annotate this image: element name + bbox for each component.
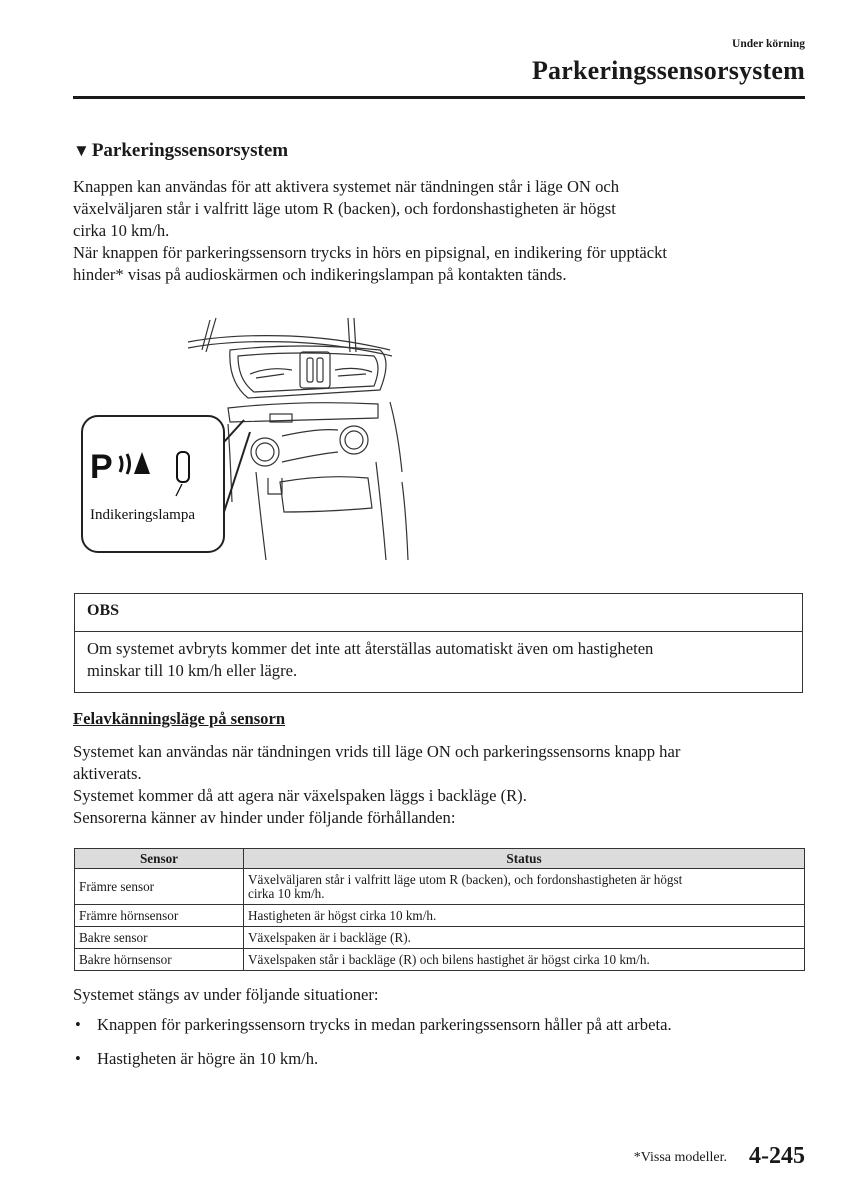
text-line: hinder* visas på audioskärmen och indikeringslampan på kontakten tänds. xyxy=(73,265,567,284)
status-line: Växelväljaren står i valfritt läge utom R (backen), och fordonshastigheten är högst xyxy=(248,871,683,887)
table-row xyxy=(75,869,805,905)
table-row xyxy=(75,927,805,949)
text-line: Systemet kan användas när tändningen vrids till läge ON och parkeringssensorns knapp har xyxy=(73,742,681,761)
parking-p-symbol: P xyxy=(90,448,113,486)
sensor-status-table xyxy=(74,848,805,971)
column-header-status: Status xyxy=(244,849,805,869)
text-line: Om systemet avbryts kommer det inte att återställas automatiskt även om hastigheten xyxy=(87,639,654,658)
text-line: Knappen kan användas för att aktivera systemet när tändningen står i läge ON och xyxy=(73,177,620,196)
indicator-lamp-icon xyxy=(177,452,189,482)
text-line: När knappen för parkeringssensorn trycks in hörs en pipsignal, en indikering för upptäckt xyxy=(73,243,667,262)
callout-label: Indikeringslampa xyxy=(90,507,195,523)
dashboard-illustration xyxy=(80,312,410,567)
note-body xyxy=(75,632,802,688)
sensor-cell: Bakre sensor xyxy=(75,927,244,949)
status-cell: Växelspaken står i backläge (R) och bilens hastighet är högst cirka 10 km/h. xyxy=(244,949,805,971)
section-heading-text: Parkeringssensorsystem xyxy=(91,140,289,161)
table-row xyxy=(75,949,805,971)
title-rule xyxy=(73,96,805,99)
callout-leader-top xyxy=(224,420,244,442)
fault-mode-heading: Felavkänningsläge på sensorn xyxy=(73,709,286,728)
list-item xyxy=(73,1048,808,1070)
note-heading: OBS xyxy=(75,594,802,632)
triangle-marker: ▼ xyxy=(73,141,90,160)
note-box xyxy=(74,593,803,693)
dashboard-drawing xyxy=(80,312,410,562)
sensor-cell: Främre sensor xyxy=(75,869,244,905)
stop-conditions-list xyxy=(73,1014,808,1082)
status-cell: Hastigheten är högst cirka 10 km/h. xyxy=(244,905,805,927)
table-row xyxy=(75,905,805,927)
status-cell: Växelspaken är i backläge (R). xyxy=(244,927,805,949)
bullet-icon: • xyxy=(75,1015,81,1034)
signal-paragraph xyxy=(73,242,808,286)
text-line: cirka 10 km/h. xyxy=(73,221,170,240)
sensor-cell: Bakre hörnsensor xyxy=(75,949,244,971)
table-header-row xyxy=(75,849,805,869)
page-title: Parkeringssensorsystem xyxy=(531,56,805,85)
callout-leader-bottom xyxy=(224,432,250,512)
list-item-text: Hastigheten är högre än 10 km/h. xyxy=(97,1049,319,1068)
text-line: minskar till 10 km/h eller lägre. xyxy=(87,661,298,680)
text-line: aktiverats. xyxy=(73,764,142,783)
status-line: cirka 10 km/h. xyxy=(248,885,325,901)
footnote: *Vissa modeller. xyxy=(633,1150,727,1165)
section-label: Under körning xyxy=(732,38,805,50)
text-line: växelväljaren står i valfritt läge utom R (backen), och fordonshastigheten är högst xyxy=(73,199,616,218)
text-line: Sensorerna känner av hinder under följande förhållanden: xyxy=(73,808,456,827)
column-header-sensor: Sensor xyxy=(75,849,244,869)
list-item-text: Knappen för parkeringssensorn trycks in medan parkeringssensorn håller på att arbeta. xyxy=(97,1015,672,1034)
fault-mode-paragraph xyxy=(73,741,808,829)
bullet-icon: • xyxy=(75,1049,81,1068)
text-line: Systemet kommer då att agera när växelspaken läggs i backläge (R). xyxy=(73,786,527,805)
sensor-cell: Främre hörnsensor xyxy=(75,905,244,927)
intro-paragraph xyxy=(73,176,808,242)
page-number: 4-245 xyxy=(749,1143,805,1169)
status-cell xyxy=(244,869,805,905)
section-heading xyxy=(73,140,288,162)
list-item xyxy=(73,1014,808,1036)
stop-conditions-intro: Systemet stängs av under följande situationer: xyxy=(73,985,379,1004)
